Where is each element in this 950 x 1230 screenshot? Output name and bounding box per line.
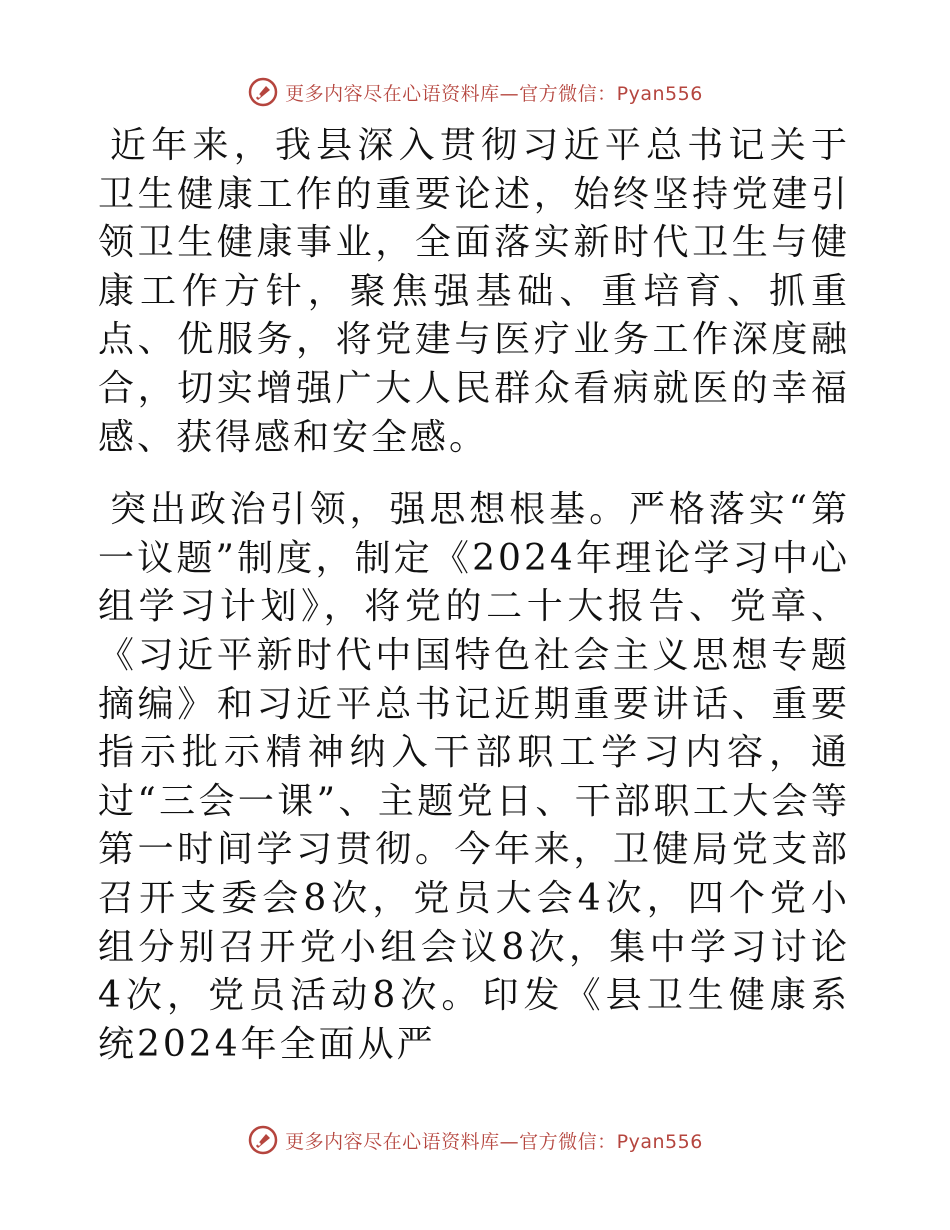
- document-body: [98, 122, 850, 1069]
- pen-nib-logo-icon: [247, 1124, 279, 1156]
- paragraph-intro: 近年来，我县深入贯彻习近平总书记关于卫生健康工作的重要论述，始终坚持党建引领卫生健康事业，全面落实新时代卫生与健康工作方针，聚焦强基础、重培育、抓重点、优服务，将党建与医疗业务工作深度融合，切实增强广大人民群众看病就医的幸福感、获得感和安全感。: [98, 125, 850, 458]
- header-watermark: [0, 72, 950, 112]
- pen-nib-logo-icon: [247, 76, 279, 108]
- watermark-text: 更多内容尽在心语资料库—官方微信：Pyan556: [285, 82, 703, 105]
- watermark-text: 更多内容尽在心语资料库—官方微信：Pyan556: [285, 1130, 703, 1153]
- footer-watermark: [0, 1120, 950, 1160]
- paragraph-political-guidance: 突出政治引领，强思想根基。严格落实“第一议题”制度，制定《2024年理论学习中心组学习计划》，将党的二十大报告、党章、《习近平新时代中国特色社会主义思想专题摘编》和习近平总书记近期重要讲话、重要指示批示精神纳入干部职工学习内容，通过“三会一课”、主题党日、干部职工大会等第一时间学习贯彻。今年来，卫健局党支部召开支委会8次，党员大会4次，四个党小组分别召开党小组会议8次，集中学习讨论4次，党员活动8次。印发《县卫生健康系统2024年全面从严: [98, 489, 850, 1065]
